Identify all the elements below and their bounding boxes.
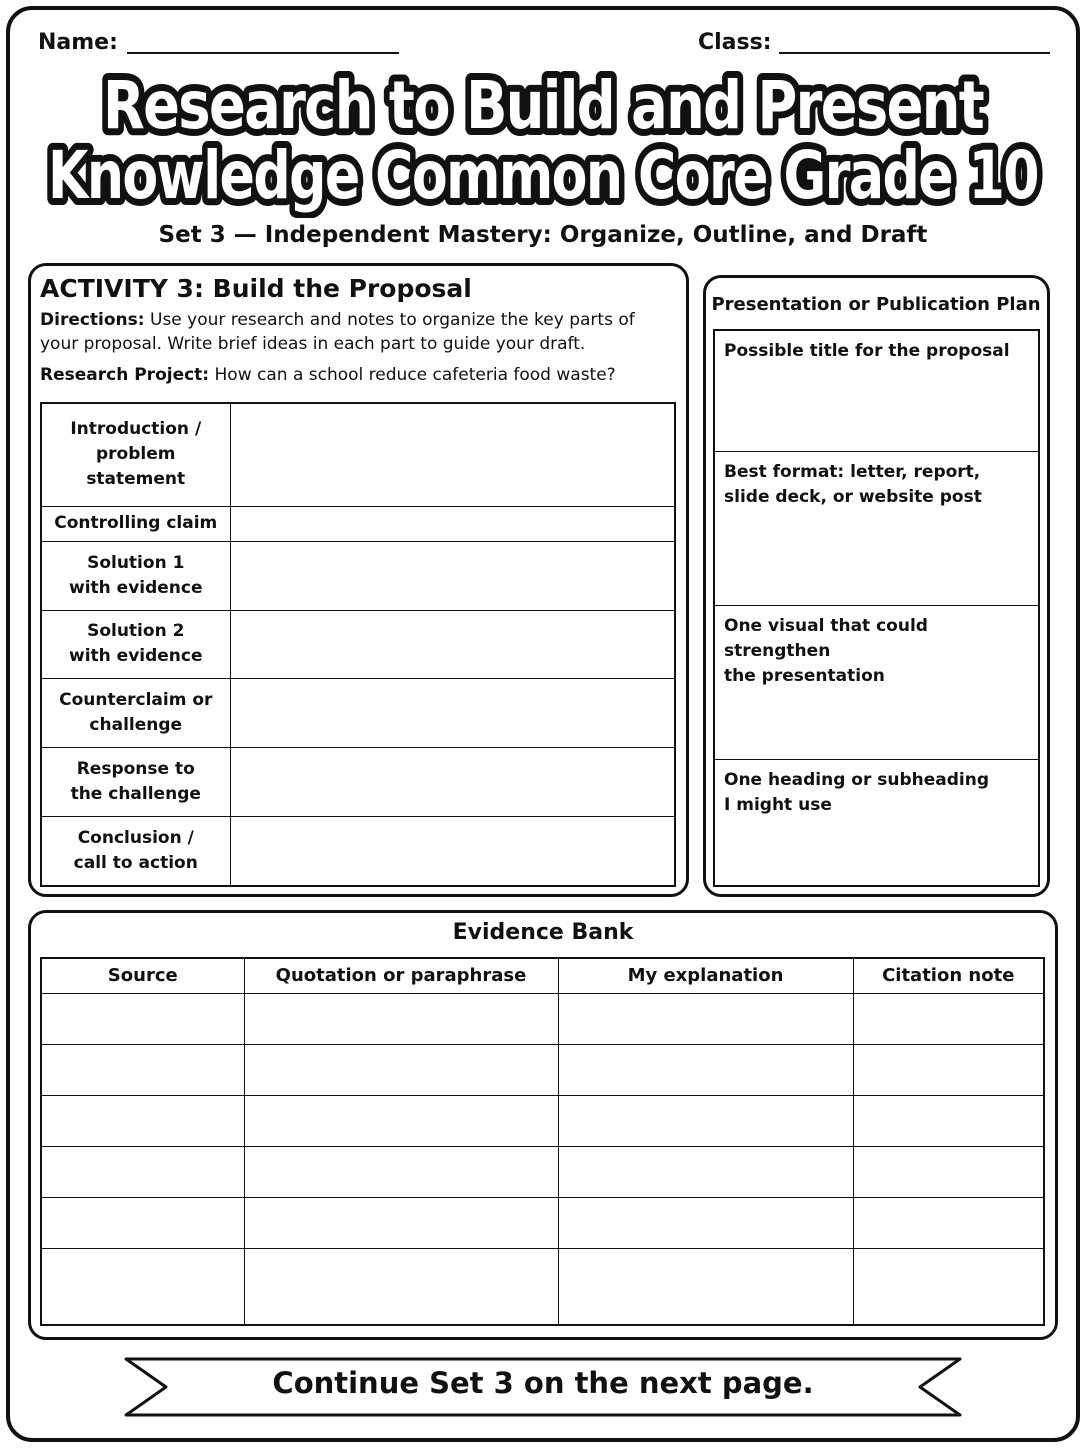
column-header: Source <box>41 958 244 993</box>
plan-cell[interactable]: One visual that could strengthen the presentation <box>714 605 1039 759</box>
answer-cell[interactable] <box>230 403 675 506</box>
cell[interactable] <box>244 1197 558 1248</box>
cell[interactable] <box>558 1095 853 1146</box>
column-header: My explanation <box>558 958 853 993</box>
table-row[interactable] <box>714 759 1039 886</box>
proposal-outline-table <box>40 402 676 887</box>
name-label: Name: <box>38 30 118 55</box>
cell[interactable] <box>853 1197 1044 1248</box>
table-row <box>41 748 675 817</box>
cell[interactable] <box>558 993 853 1044</box>
svg-text:Knowledge Common Core Grade 10: Knowledge Common Core Grade 10 <box>48 137 1038 214</box>
evidence-title: Evidence Bank <box>452 920 634 945</box>
cell[interactable] <box>853 1044 1044 1095</box>
research-project-text: How can a school reduce cafeteria food waste? <box>209 365 616 385</box>
table-row[interactable] <box>714 605 1039 759</box>
cell[interactable] <box>558 1197 853 1248</box>
table-row <box>41 679 675 748</box>
cell[interactable] <box>244 1044 558 1095</box>
table-row <box>41 1197 1044 1248</box>
table-row <box>41 610 675 679</box>
directions <box>40 308 660 356</box>
row-label: Controlling claim <box>41 506 230 541</box>
table-row <box>41 1095 1044 1146</box>
cell[interactable] <box>853 1095 1044 1146</box>
table-row <box>41 816 675 886</box>
cell[interactable] <box>244 993 558 1044</box>
svg-text:Research to Build and Present: Research to Build and Present <box>103 67 985 144</box>
answer-cell[interactable] <box>230 816 675 886</box>
plan-cell[interactable]: Best format: letter, report, slide deck, or website post <box>714 451 1039 605</box>
cell[interactable] <box>853 993 1044 1044</box>
table-row[interactable] <box>714 330 1039 451</box>
research-project-label: Research Project: <box>40 365 210 385</box>
row-label: Introduction / problem statement <box>41 403 230 506</box>
answer-cell[interactable] <box>230 679 675 748</box>
table-row <box>41 403 675 506</box>
cell[interactable] <box>853 1146 1044 1197</box>
title-line-1 <box>103 67 984 144</box>
page-title <box>30 58 1056 218</box>
research-project <box>40 365 616 385</box>
title-line-2-fill: Knowledge Common Core Grade 10 <box>48 137 1038 214</box>
cell[interactable] <box>41 1248 244 1325</box>
plan-table <box>713 329 1040 887</box>
name-field[interactable] <box>127 52 399 54</box>
row-label: Response to the challenge <box>41 748 230 817</box>
continue-banner-text: Continue Set 3 on the next page. <box>272 1366 814 1400</box>
column-header: Quotation or paraphrase <box>244 958 558 993</box>
cell[interactable] <box>41 1146 244 1197</box>
plan-title: Presentation or Publication Plan <box>711 294 1041 315</box>
table-row <box>41 1146 1044 1197</box>
plan-cell[interactable]: One heading or subheading I might use <box>714 759 1039 886</box>
table-row <box>41 541 675 610</box>
activity-title: ACTIVITY 3: Build the Proposal <box>40 274 472 303</box>
class-field[interactable] <box>779 52 1050 54</box>
answer-cell[interactable] <box>230 610 675 679</box>
evidence-table <box>40 957 1045 1326</box>
table-row <box>41 1044 1044 1095</box>
column-header: Citation note <box>853 958 1044 993</box>
cell[interactable] <box>244 1248 558 1325</box>
table-row <box>41 1248 1044 1325</box>
cell[interactable] <box>558 1248 853 1325</box>
answer-cell[interactable] <box>230 506 675 541</box>
table-row[interactable] <box>714 451 1039 605</box>
cell[interactable] <box>558 1044 853 1095</box>
table-row <box>41 506 675 541</box>
cell[interactable] <box>41 1095 244 1146</box>
cell[interactable] <box>41 1044 244 1095</box>
directions-text: Use your research and notes to organize the key parts of your proposal. Write brief ideas in each part to guide your draft. <box>40 310 635 354</box>
class-label: Class: <box>698 30 772 55</box>
row-label: Conclusion / call to action <box>41 816 230 886</box>
cell[interactable] <box>41 993 244 1044</box>
plan-cell[interactable]: Possible title for the proposal <box>714 330 1039 451</box>
row-label: Solution 1 with evidence <box>41 541 230 610</box>
title-line-2 <box>48 137 1038 214</box>
cell[interactable] <box>558 1146 853 1197</box>
table-header-row <box>41 958 1044 993</box>
cell[interactable] <box>244 1095 558 1146</box>
directions-label: Directions: <box>40 310 145 330</box>
table-row <box>41 993 1044 1044</box>
row-label: Solution 2 with evidence <box>41 610 230 679</box>
answer-cell[interactable] <box>230 748 675 817</box>
cell[interactable] <box>41 1197 244 1248</box>
cell[interactable] <box>244 1146 558 1197</box>
set-subtitle: Set 3 — Independent Mastery: Organize, Outline, and Draft <box>158 222 928 248</box>
answer-cell[interactable] <box>230 541 675 610</box>
row-label: Counterclaim or challenge <box>41 679 230 748</box>
title-line-1-fill: Research to Build and Present <box>103 67 985 144</box>
cell[interactable] <box>853 1248 1044 1325</box>
